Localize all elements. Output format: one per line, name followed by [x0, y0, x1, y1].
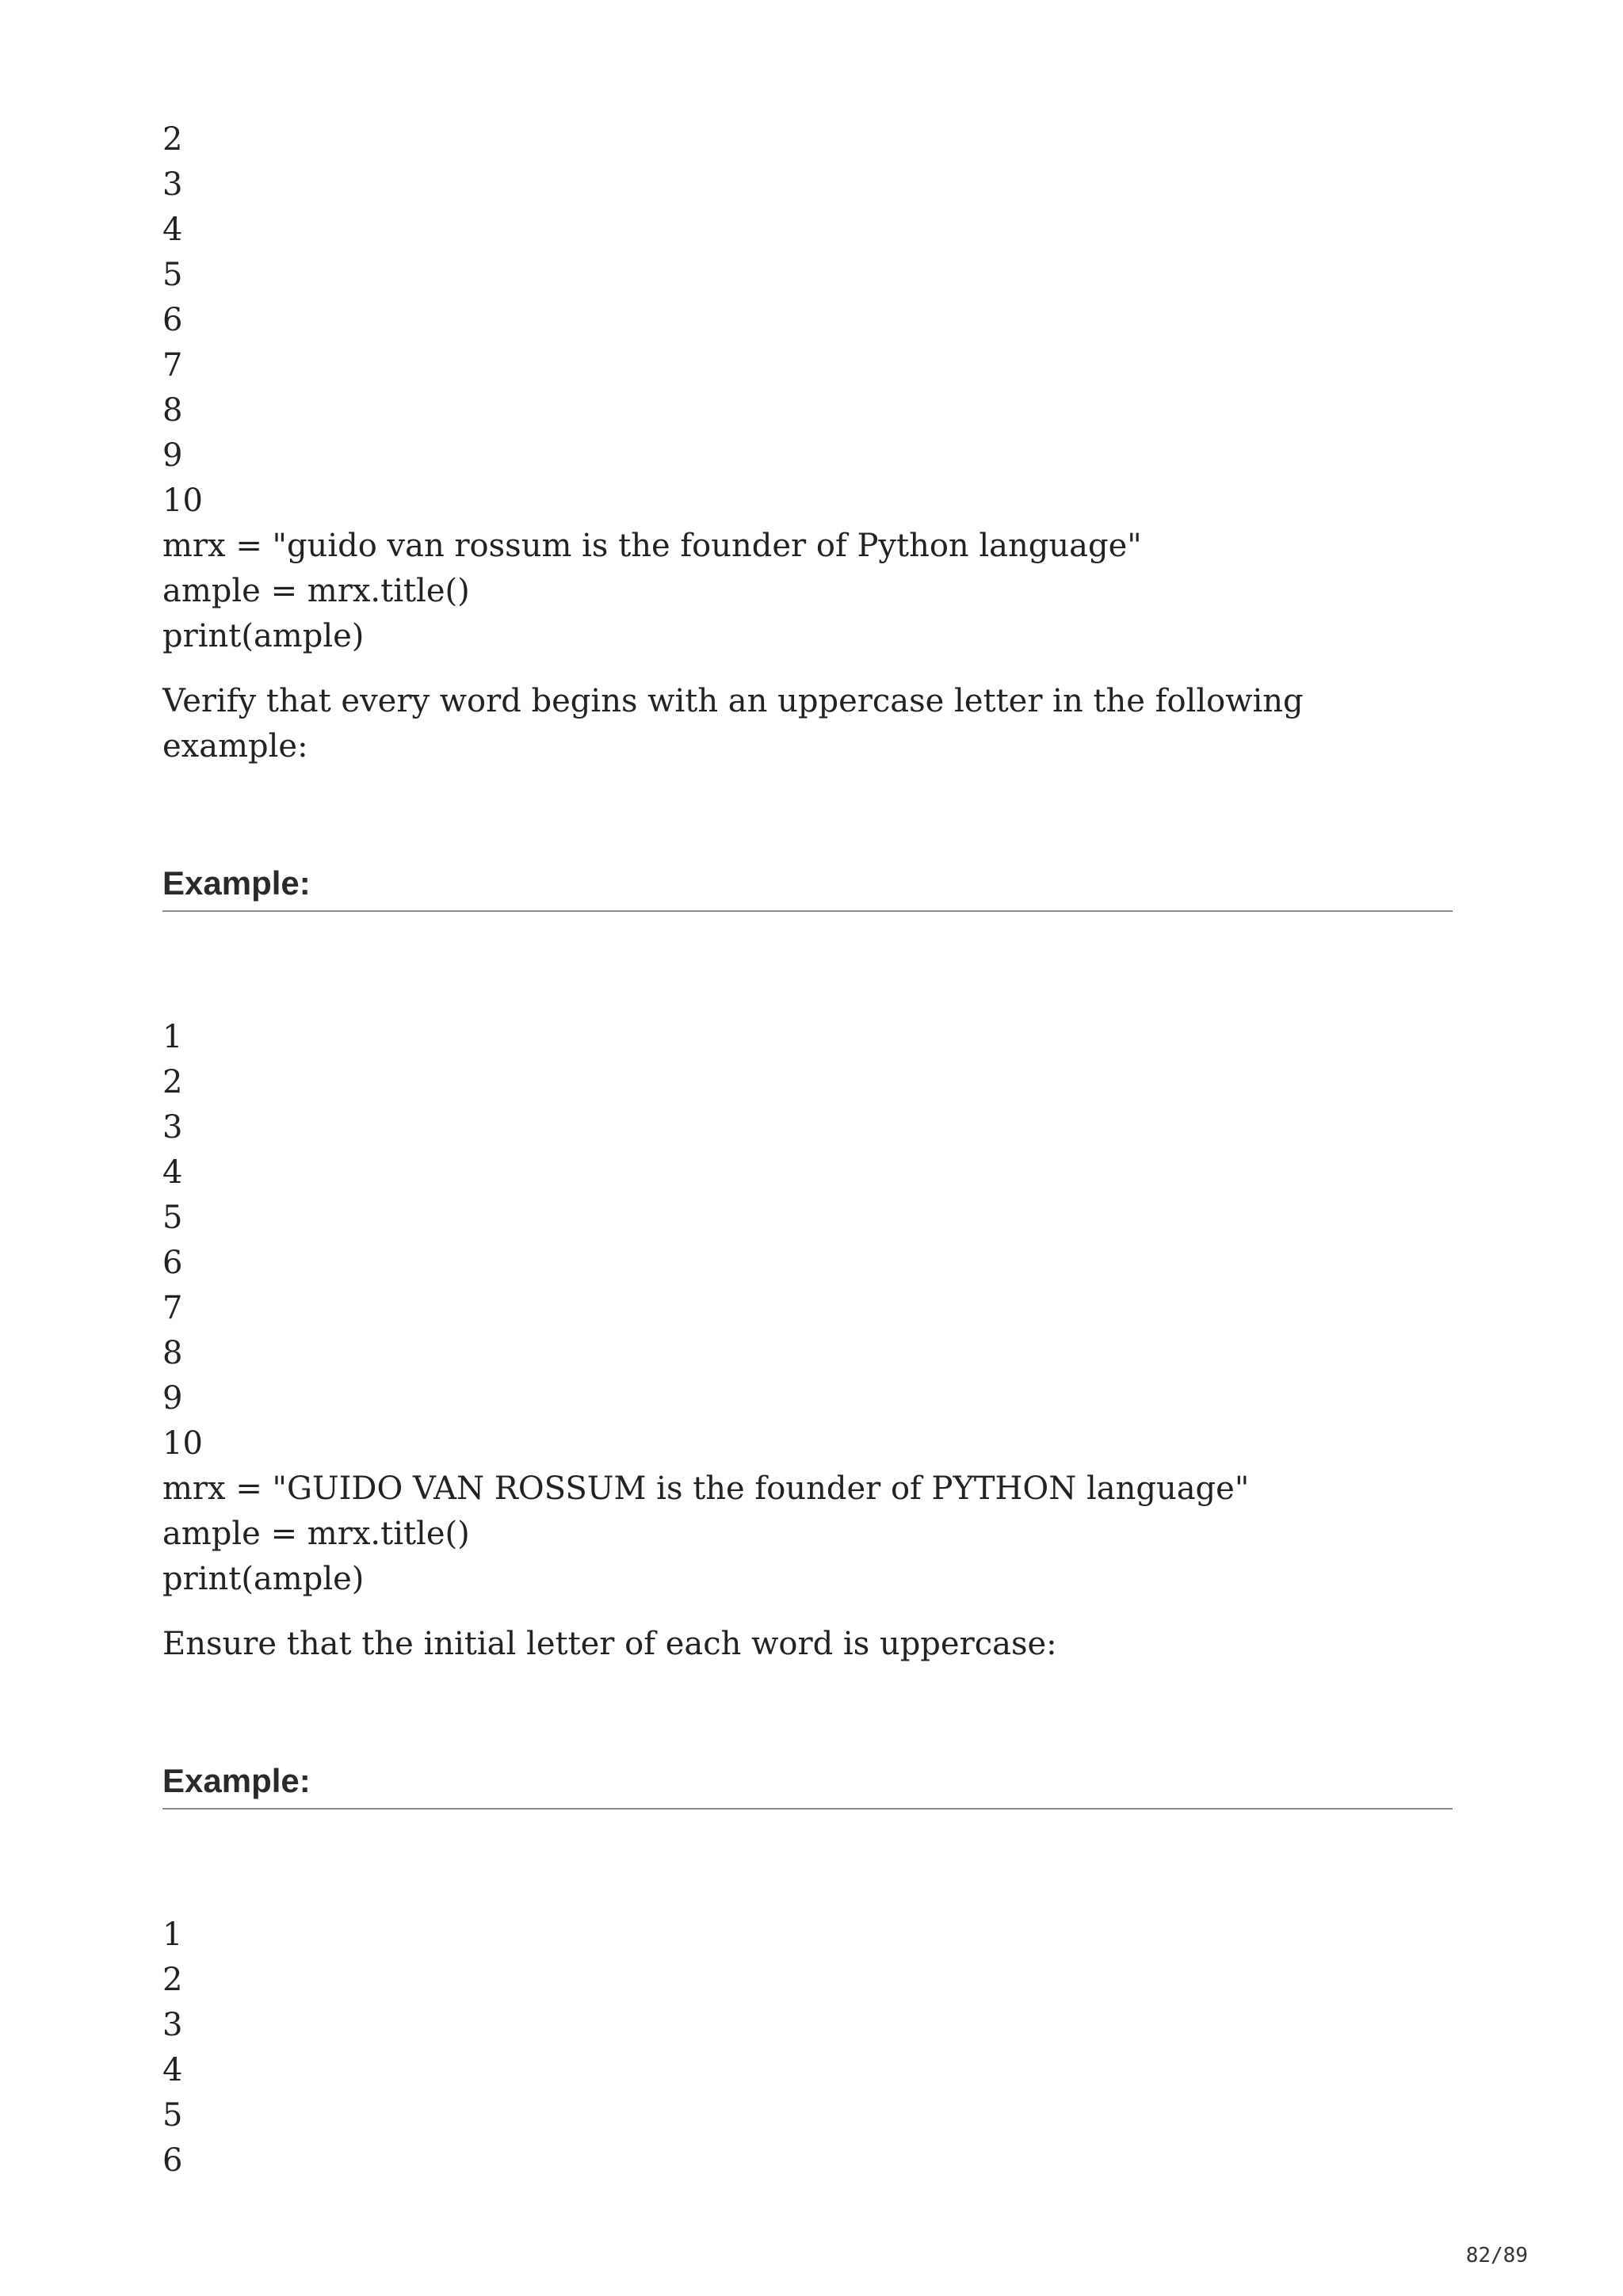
code-lines-1	[162, 524, 1453, 659]
line-number: 8	[162, 1335, 183, 1371]
code-line: ample = mrx.title()	[162, 1516, 470, 1552]
page-number: 82/89	[1465, 2244, 1528, 2267]
line-numbers-1	[162, 117, 1453, 524]
code-block-1	[162, 117, 1453, 659]
code-lines-2	[162, 1466, 1453, 1602]
line-number: 10	[162, 482, 203, 519]
line-number: 10	[162, 1425, 203, 1462]
line-numbers-2	[162, 1015, 1453, 1466]
line-number: 4	[162, 1154, 183, 1191]
line-number: 1	[162, 1019, 183, 1055]
code-line: mrx = "GUIDO VAN ROSSUM is the founder of PYTHON language"	[162, 1470, 1250, 1507]
code-line: print(ample)	[162, 618, 365, 654]
line-number: 2	[162, 1962, 183, 1998]
line-number: 1	[162, 1917, 183, 1953]
code-block-2	[162, 1015, 1453, 1602]
line-number: 6	[162, 302, 183, 338]
line-number: 5	[162, 2097, 183, 2134]
line-number: 3	[162, 2007, 183, 2043]
line-number: 7	[162, 1290, 183, 1326]
line-number: 2	[162, 121, 183, 158]
line-number: 3	[162, 166, 183, 203]
line-number: 6	[162, 1245, 183, 1281]
line-number: 4	[162, 212, 183, 248]
code-block-3	[162, 1913, 1453, 2183]
document-page	[162, 0, 1453, 2183]
line-number: 4	[162, 2052, 183, 2088]
line-number: 9	[162, 1380, 183, 1417]
line-number: 2	[162, 1064, 183, 1100]
line-number: 3	[162, 1109, 183, 1146]
line-numbers-3	[162, 1913, 1453, 2183]
line-number: 5	[162, 1199, 183, 1236]
code-line: print(ample)	[162, 1561, 365, 1597]
line-number: 7	[162, 347, 183, 383]
line-number: 5	[162, 257, 183, 293]
example-heading-2: Example:	[162, 1762, 1453, 1810]
code-line: ample = mrx.title()	[162, 573, 470, 609]
line-number: 6	[162, 2142, 183, 2179]
line-number: 8	[162, 392, 183, 429]
code-line: mrx = "guido van rossum is the founder of Python language"	[162, 528, 1142, 564]
line-number: 9	[162, 437, 183, 474]
explanation-paragraph-2: Ensure that the initial letter of each word is uppercase:	[162, 1626, 1057, 1662]
explanation-paragraph-1: Verify that every word begins with an uppercase letter in the following example:	[162, 683, 1304, 765]
example-heading-1: Example:	[162, 864, 1453, 912]
